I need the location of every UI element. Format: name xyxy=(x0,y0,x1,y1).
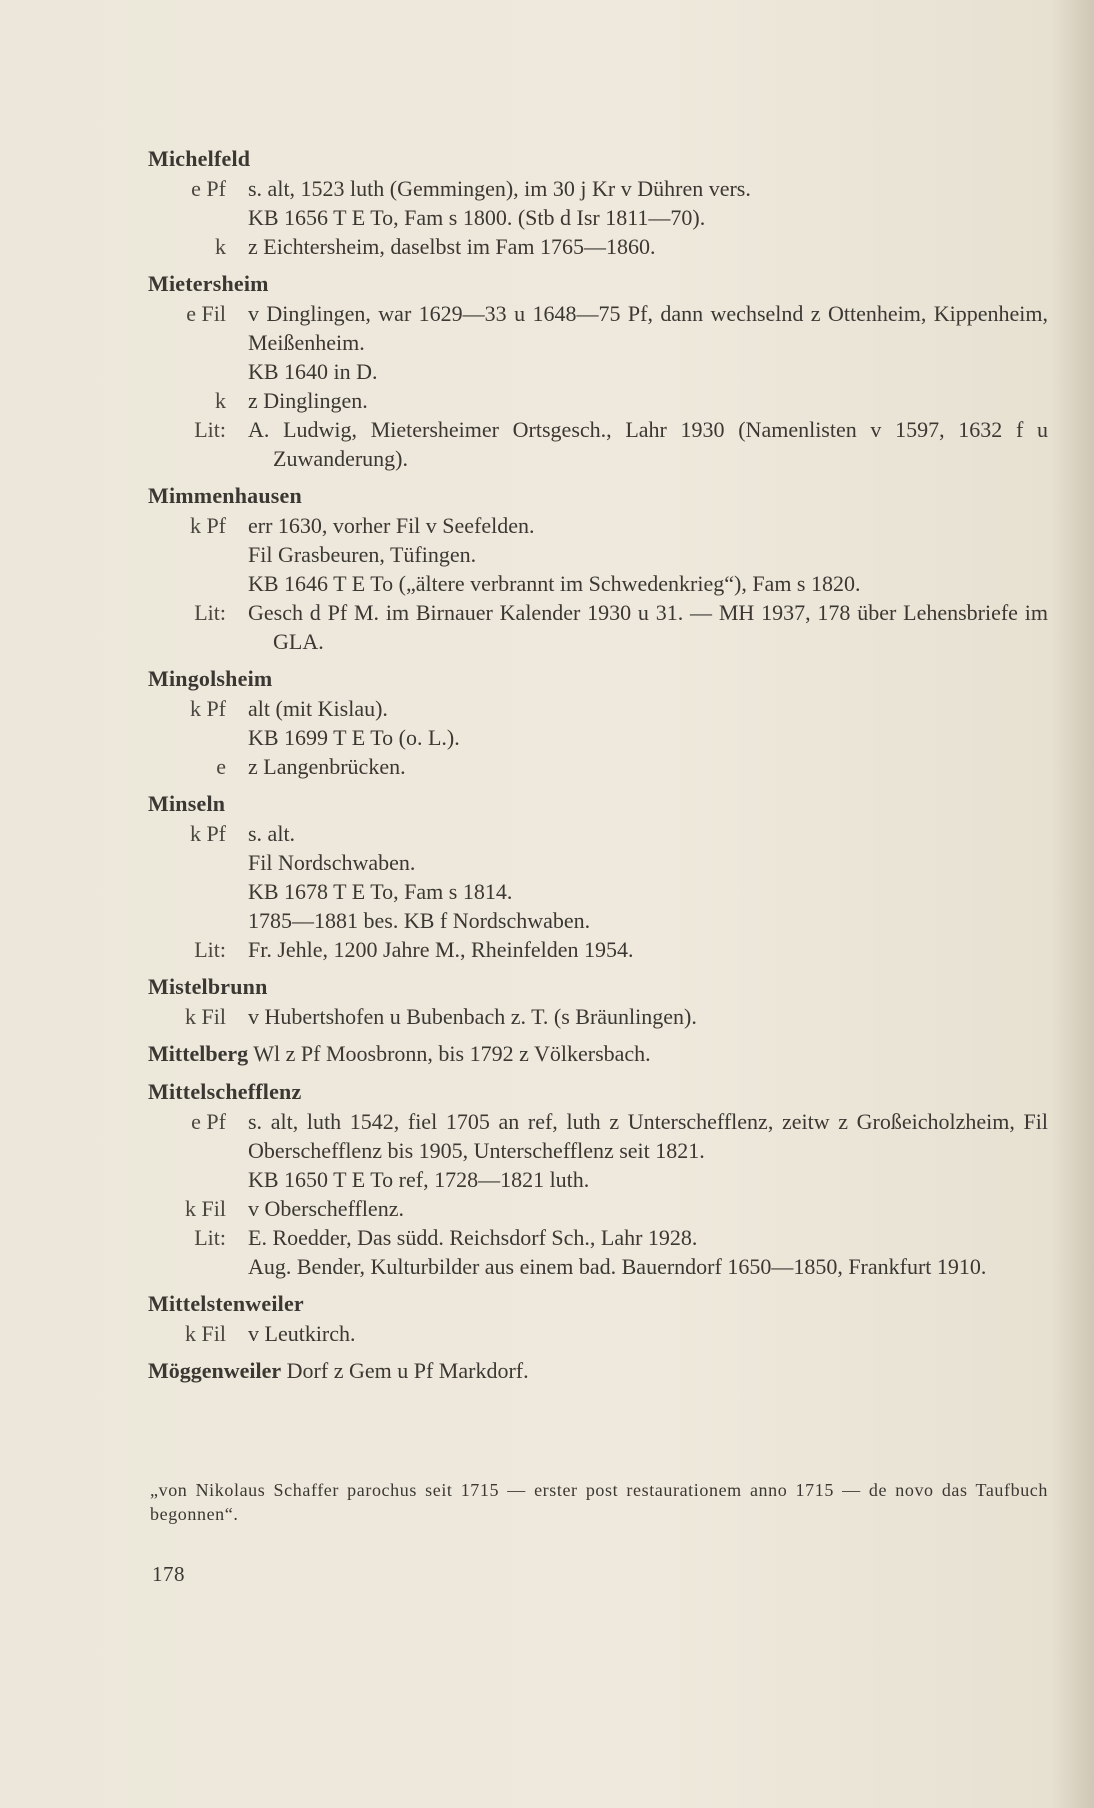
entry-line xyxy=(148,299,1048,357)
entry-text: alt (mit Kislau). xyxy=(248,696,388,721)
entry-mingolsheim xyxy=(148,664,1048,781)
entry-line xyxy=(148,935,1048,964)
entry-text: s. alt, 1523 luth (Gemmingen), im 30 j Kr v Dühren vers. xyxy=(248,176,751,201)
entry-heading: Mimmenhausen xyxy=(148,483,302,508)
entry-mietersheim xyxy=(148,269,1048,473)
entry-heading: Mistelbrunn xyxy=(148,974,268,999)
entry-heading: Michelfeld xyxy=(148,146,251,171)
entry-label: k Fil xyxy=(185,1321,226,1346)
literature-label: Lit: xyxy=(194,1225,226,1250)
entry-mittelberg xyxy=(148,1039,1048,1069)
entry-line xyxy=(148,1319,1048,1348)
page-number: 178 xyxy=(152,1562,185,1586)
literature-text: Fr. Jehle, 1200 Jahre M., Rheinfelden 1954. xyxy=(248,937,634,962)
entry-label: k xyxy=(215,234,226,259)
entry-line xyxy=(148,386,1048,415)
entry-heading: Mittelberg xyxy=(148,1041,249,1066)
entry-line xyxy=(148,174,1048,203)
literature-label: Lit: xyxy=(194,417,226,442)
entry-line xyxy=(148,1223,1048,1252)
entry-heading: Möggenweiler xyxy=(148,1358,282,1383)
entry-text: KB 1640 in D. xyxy=(248,359,378,384)
entry-label: e xyxy=(216,754,226,779)
footnote: „von Nikolaus Schaffer parochus seit 1715 — erster post restaurationem anno 1715 — de novo das Taufbuch begonnen“. xyxy=(150,1480,1048,1524)
entry-label: e Pf xyxy=(191,1109,226,1134)
entry-michelfeld xyxy=(148,144,1048,261)
entry-line xyxy=(148,1002,1048,1031)
entry-mistelbrunn xyxy=(148,972,1048,1031)
entry-mimmenhausen xyxy=(148,481,1048,656)
literature-label: Lit: xyxy=(194,937,226,962)
entry-line xyxy=(148,752,1048,781)
entry-text: z Langenbrücken. xyxy=(248,754,406,779)
entry-text: Fil Grasbeuren, Tüfingen. xyxy=(248,542,477,567)
entry-label: k Fil xyxy=(185,1196,226,1221)
entry-heading: Mietersheim xyxy=(148,271,269,296)
entry-text: s. alt, luth 1542, fiel 1705 an ref, luth z Unterschefflenz, zeitw z Großeicholzheim, Fil Oberschefflenz bis 1905, Unterschefflenz seit 1821. xyxy=(248,1109,1048,1163)
entry-text: err 1630, vorher Fil v Seefelden. xyxy=(248,513,535,538)
entry-text: Wl z Pf Moosbronn, bis 1792 z Völkersbach. xyxy=(253,1041,651,1066)
entry-label: e Pf xyxy=(191,176,226,201)
entry-line xyxy=(148,511,1048,540)
entry-text: v Oberschefflenz. xyxy=(248,1196,404,1221)
literature-label: Lit: xyxy=(194,600,226,625)
entry-line xyxy=(148,1194,1048,1223)
page-content xyxy=(148,136,1048,1386)
entry-text: v Hubertshofen u Bubenbach z. T. (s Bräunlingen). xyxy=(248,1004,697,1029)
entry-text: s. alt. xyxy=(248,821,296,846)
entry-text: v Dinglingen, war 1629—33 u 1648—75 Pf, dann wechselnd z Ottenheim, Kippenheim, Meißenheim. xyxy=(248,301,1048,355)
entry-text: KB 1650 T E To ref, 1728—1821 luth. xyxy=(248,1167,590,1192)
entry-heading: Mingolsheim xyxy=(148,666,273,691)
entry-text: z Eichtersheim, daselbst im Fam 1765—1860. xyxy=(248,234,656,259)
entry-heading: Mittelstenweiler xyxy=(148,1291,304,1316)
literature-text: Gesch d Pf M. im Birnauer Kalender 1930 u 31. — MH 1937, 178 über Lehensbriefe im GLA. xyxy=(248,600,1048,654)
entry-text: z Dinglingen. xyxy=(248,388,368,413)
entry-text: Dorf z Gem u Pf Markdorf. xyxy=(286,1358,529,1383)
entry-label: e Fil xyxy=(186,301,226,326)
entry-line xyxy=(148,415,1048,473)
entry-text: KB 1646 T E To („ältere verbrannt im Schwedenkrieg“), Fam s 1820. xyxy=(248,571,861,596)
entry-text: 1785—1881 bes. KB f Nordschwaben. xyxy=(248,908,591,933)
entry-line xyxy=(148,694,1048,723)
entry-text: Fil Nordschwaben. xyxy=(248,850,416,875)
entry-minseln xyxy=(148,789,1048,964)
entry-label: k xyxy=(215,388,226,413)
entry-label: k Pf xyxy=(189,696,226,721)
entry-heading: Mittelschefflenz xyxy=(148,1079,302,1104)
entry-moeggenweiler xyxy=(148,1356,1048,1386)
entry-text: v Leutkirch. xyxy=(248,1321,356,1346)
literature-text: A. Ludwig, Mietersheimer Ortsgesch., Lahr 1930 (Namenlisten v 1597, 1632 f u Zuwanderung). xyxy=(248,417,1048,471)
entry-label: k Fil xyxy=(185,1004,226,1029)
entry-text: KB 1699 T E To (o. L.). xyxy=(248,725,460,750)
entry-text: KB 1656 T E To, Fam s 1800. (Stb d Isr 1811—70). xyxy=(248,205,706,230)
literature-text: Aug. Bender, Kulturbilder aus einem bad. Bauerndorf 1650—1850, Frankfurt 1910. xyxy=(248,1254,987,1279)
literature-text: E. Roedder, Das südd. Reichsdorf Sch., Lahr 1928. xyxy=(248,1225,698,1250)
entry-line xyxy=(148,598,1048,656)
entry-line xyxy=(148,819,1048,848)
entry-label: k Pf xyxy=(189,821,226,846)
entry-heading: Minseln xyxy=(148,791,226,816)
entry-mittelschefflenz xyxy=(148,1077,1048,1281)
entry-label: k Pf xyxy=(189,513,226,538)
entry-line xyxy=(148,232,1048,261)
entry-mittelstenweiler xyxy=(148,1289,1048,1348)
entry-text: KB 1678 T E To, Fam s 1814. xyxy=(248,879,513,904)
entry-line xyxy=(148,1107,1048,1165)
